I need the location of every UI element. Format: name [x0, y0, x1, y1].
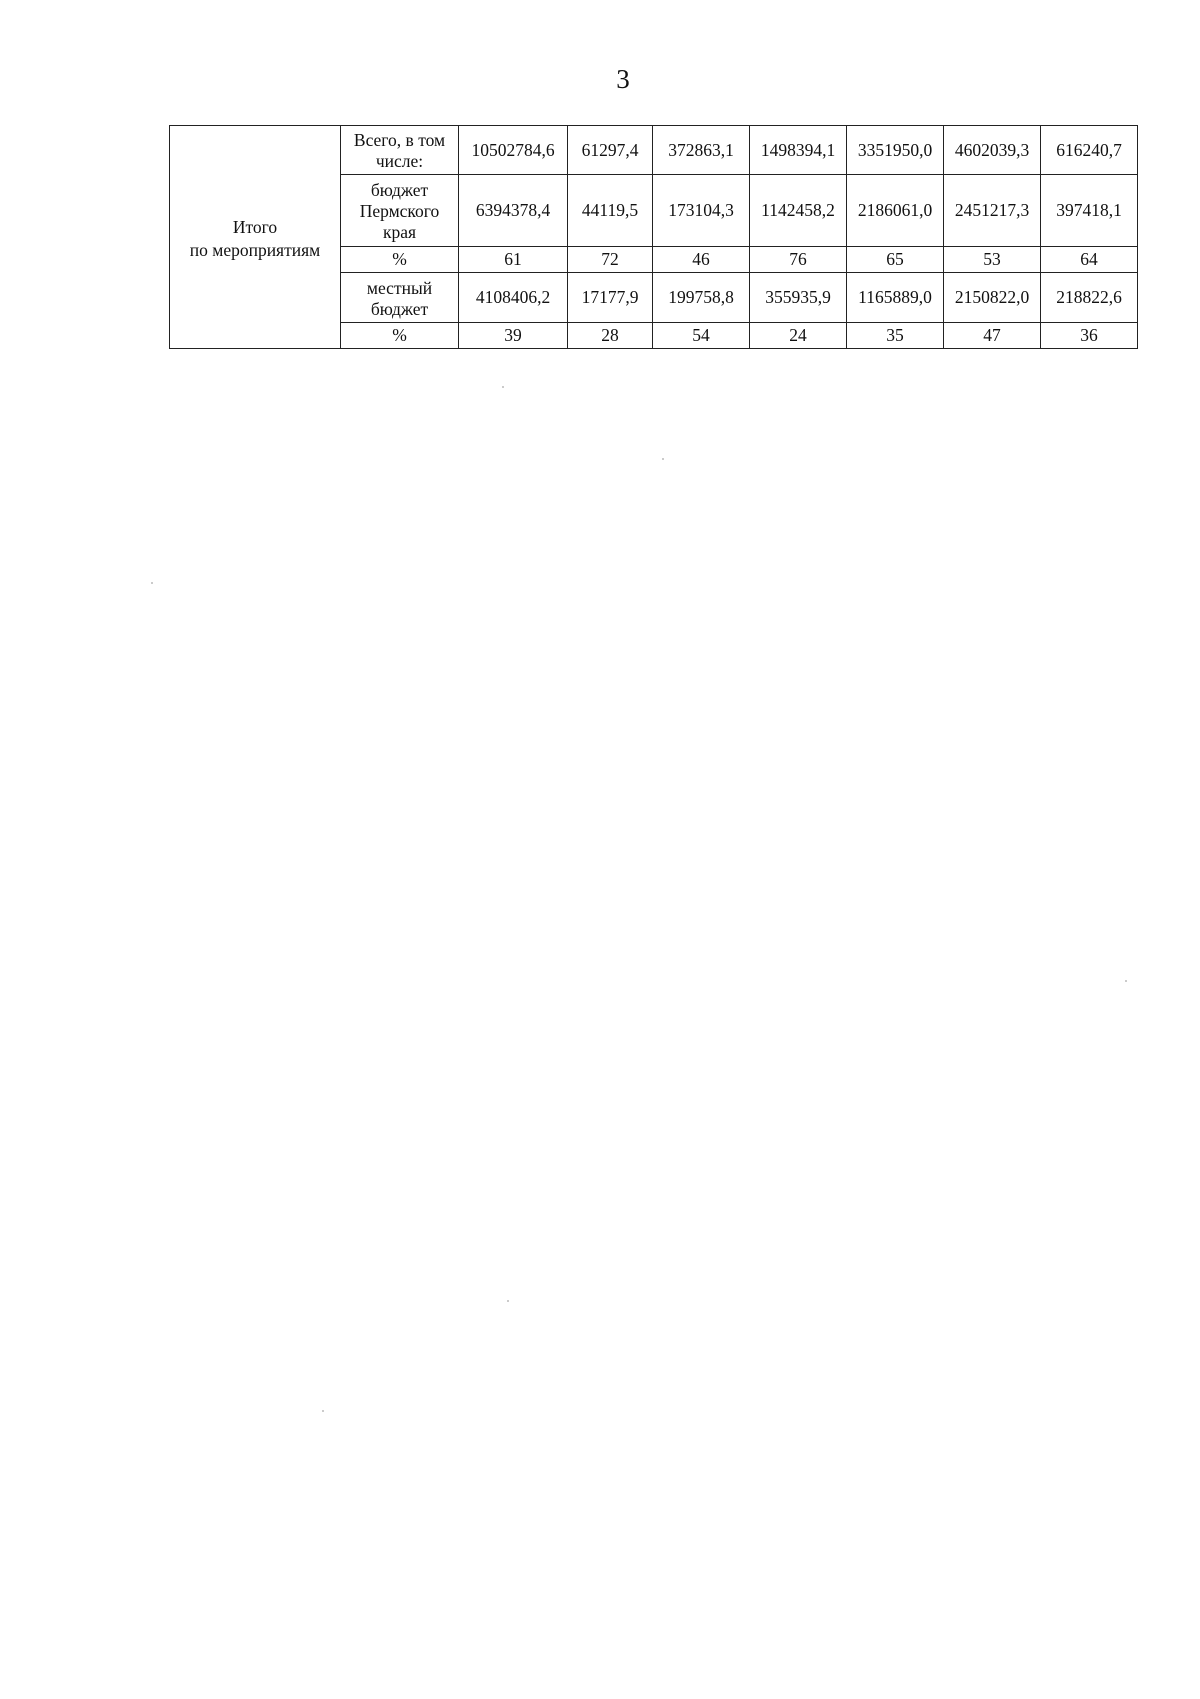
table-cell: 61297,4	[568, 126, 653, 175]
row-label-local-percent: %	[341, 323, 459, 349]
table-cell: 1498394,1	[750, 126, 847, 175]
table-cell: 39	[459, 323, 568, 349]
table-cell: 616240,7	[1041, 126, 1138, 175]
table-cell: 372863,1	[653, 126, 750, 175]
row-label-regional-percent: %	[341, 247, 459, 273]
group-label-line2: по мероприятиям	[189, 240, 321, 260]
scan-speck	[502, 386, 504, 388]
table-cell: 3351950,0	[847, 126, 944, 175]
table-cell: 2150822,0	[944, 273, 1041, 323]
table-cell: 4108406,2	[459, 273, 568, 323]
row-label-total: Всего, в том числе:	[341, 126, 459, 175]
table-cell: 72	[568, 247, 653, 273]
table-cell: 218822,6	[1041, 273, 1138, 323]
table-cell: 65	[847, 247, 944, 273]
table-cell: 4602039,3	[944, 126, 1041, 175]
table-cell: 1165889,0	[847, 273, 944, 323]
table-cell: 17177,9	[568, 273, 653, 323]
table-cell: 397418,1	[1041, 175, 1138, 247]
table-cell: 1142458,2	[750, 175, 847, 247]
table-cell: 173104,3	[653, 175, 750, 247]
table-cell: 35	[847, 323, 944, 349]
table-cell: 61	[459, 247, 568, 273]
table-cell: 2186061,0	[847, 175, 944, 247]
table-cell: 199758,8	[653, 273, 750, 323]
table-cell: 54	[653, 323, 750, 349]
table-cell: 2451217,3	[944, 175, 1041, 247]
table-cell: 64	[1041, 247, 1138, 273]
table-cell: 24	[750, 323, 847, 349]
table-cell: 46	[653, 247, 750, 273]
row-label-regional-budget: бюджет Пермского края	[341, 175, 459, 247]
table-cell: 10502784,6	[459, 126, 568, 175]
scan-speck	[322, 1410, 324, 1412]
table-cell: 53	[944, 247, 1041, 273]
scan-speck	[507, 1300, 509, 1302]
table-cell: 44119,5	[568, 175, 653, 247]
scan-speck	[1125, 980, 1127, 982]
group-label-line1: Итого	[232, 217, 278, 238]
scan-speck	[662, 458, 664, 460]
table-cell: 76	[750, 247, 847, 273]
table-cell: 6394378,4	[459, 175, 568, 247]
page-number: 3	[616, 64, 630, 94]
table-cell: 355935,9	[750, 273, 847, 323]
table-cell: 28	[568, 323, 653, 349]
table-cell: 36	[1041, 323, 1138, 349]
table-cell: 47	[944, 323, 1041, 349]
row-label-local-budget: местный бюджет	[341, 273, 459, 323]
budget-summary-table	[169, 125, 1138, 349]
group-label-cell	[170, 126, 341, 349]
table-row-total	[170, 126, 1138, 175]
scan-speck	[151, 582, 153, 584]
